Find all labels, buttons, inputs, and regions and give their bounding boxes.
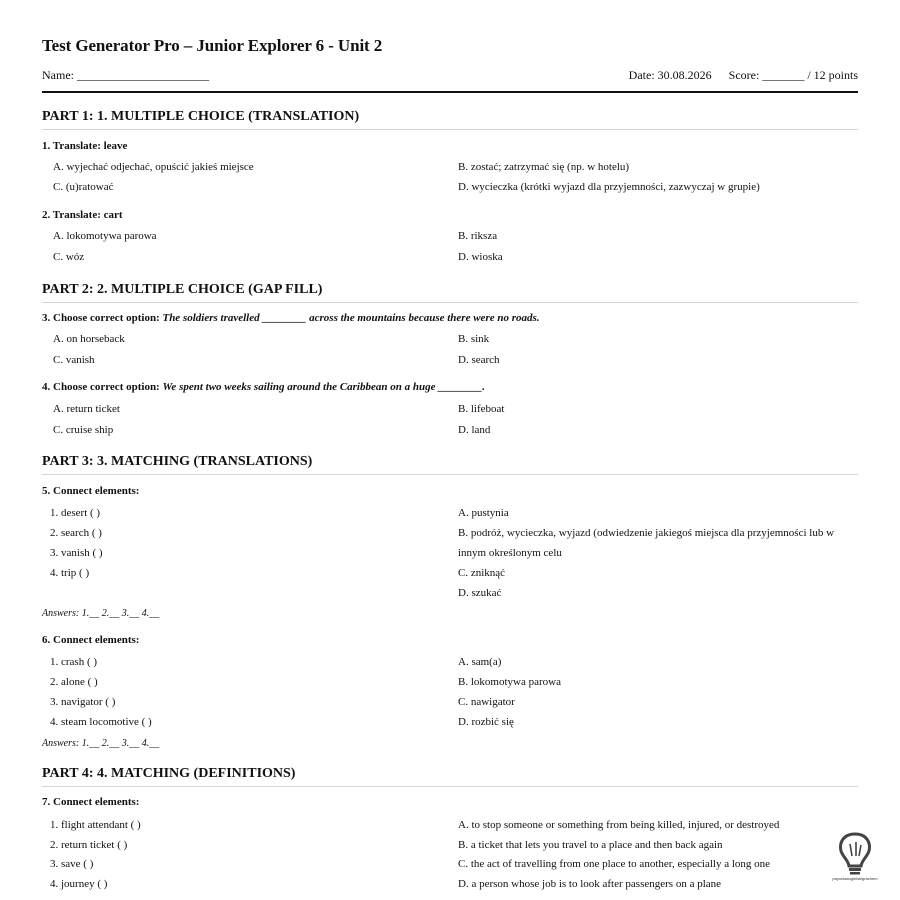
question-3-prompt <box>42 312 540 324</box>
header-meta-right <box>629 68 858 83</box>
q6-right-item: D. rozbić się <box>458 716 514 728</box>
q4-sentence: We spent two weeks sailing around the Caribbean on a huge ________. <box>162 381 485 393</box>
q4-option-c[interactable]: C. cruise ship <box>53 424 114 436</box>
q5-right-item: D. szukać <box>458 587 502 599</box>
page-title: Test Generator Pro – Junior Explorer 6 - Unit 2 <box>42 36 383 55</box>
question-2-prompt: 2. Translate: cart <box>42 209 123 221</box>
q3-option-a[interactable]: A. on horseback <box>53 333 125 345</box>
q3-option-d[interactable]: D. search <box>458 354 500 366</box>
q2-option-b[interactable]: B. riksza <box>458 230 498 242</box>
q6-right-item: A. sam(a) <box>458 656 502 668</box>
part-4-heading: PART 4: 4. MATCHING (DEFINITIONS) <box>42 766 858 787</box>
score-field: Score: _______ / 12 points <box>728 68 858 82</box>
q4-option-b[interactable]: B. lifeboat <box>458 403 505 415</box>
q2-option-d[interactable]: D. wioska <box>458 251 503 263</box>
q7-right-item: D. a person whose job is to look after passengers on a plane <box>458 878 722 890</box>
q4-lead: 4. Choose correct option: <box>42 381 163 393</box>
q3-option-b[interactable]: B. sink <box>458 333 490 345</box>
q7-right-item: C. the act of travelling from one place to another, especially a long one <box>458 858 771 870</box>
q7-left-item: 3. save ( ) <box>50 858 94 870</box>
part-3-heading: PART 3: 3. MATCHING (TRANSLATIONS) <box>42 454 858 475</box>
q6-left-item: 4. steam locomotive ( ) <box>50 716 152 728</box>
q3-option-c[interactable]: C. vanish <box>53 354 95 366</box>
question-4-prompt <box>42 381 485 393</box>
question-1-prompt: 1. Translate: leave <box>42 140 128 152</box>
q6-right-item: B. lokomotywa parowa <box>458 676 561 688</box>
q2-option-c[interactable]: C. wóz <box>53 251 85 263</box>
q5-answers: Answers: 1.__ 2.__ 3.__ 4.__ <box>42 608 160 619</box>
q6-left-item: 1. crash ( ) <box>50 656 98 668</box>
q1-option-a[interactable]: A. wyjechać odjechać, opuścić jakieś miejsce <box>53 161 254 173</box>
q6-left-item: 3. navigator ( ) <box>50 696 116 708</box>
q6-right-item: C. nawigator <box>458 696 515 708</box>
name-field: Name: ______________________ <box>42 68 209 82</box>
header-divider <box>42 91 858 93</box>
q5-right-item: B. podróż, wycieczka, wyjazd (odwiedzenie jakiegoś miejsca dla przyjemności lub w innym określonym celu <box>458 527 835 559</box>
question-7-prompt: 7. Connect elements: <box>42 796 140 808</box>
q7-left-item: 2. return ticket ( ) <box>50 839 128 851</box>
q4-option-d[interactable]: D. land <box>458 424 491 436</box>
q5-left-item: 4. trip ( ) <box>50 567 90 579</box>
q5-left-item: 2. search ( ) <box>50 527 102 539</box>
q4-option-a[interactable]: A. return ticket <box>53 403 120 415</box>
q7-right-item: A. to stop someone or something from being killed, injured, or destroyed <box>458 819 780 831</box>
header-meta <box>42 68 858 83</box>
logo-caption: payoniaangielskigrachem <box>832 876 878 881</box>
q1-option-b[interactable]: B. zostać; zatrzymać się (np. w hotelu) <box>458 161 630 173</box>
q3-sentence: The soldiers travelled ________ across the mountains because there were no roads. <box>162 312 540 324</box>
q5-right-item: A. pustynia <box>458 507 509 519</box>
q1-option-c[interactable]: C. (u)ratować <box>53 181 114 193</box>
date-label: Date: 30.08.2026 <box>628 68 712 82</box>
q6-answers: Answers: 1.__ 2.__ 3.__ 4.__ <box>42 738 160 749</box>
part-1-heading: PART 1: 1. MULTIPLE CHOICE (TRANSLATION) <box>42 109 858 130</box>
q1-option-d[interactable]: D. wycieczka (krótki wyjazd dla przyjemności, zazwyczaj w grupie) <box>458 181 760 193</box>
q5-right-item: C. zniknąć <box>458 567 506 579</box>
q2-option-a[interactable]: A. lokomotywa parowa <box>53 230 157 242</box>
q7-left-item: 4. journey ( ) <box>50 878 108 890</box>
q3-lead: 3. Choose correct option: <box>42 312 163 324</box>
q6-left-item: 2. alone ( ) <box>50 676 98 688</box>
q7-left-item: 1. flight attendant ( ) <box>50 819 141 831</box>
q5-left-item: 3. vanish ( ) <box>50 547 103 559</box>
question-5-prompt: 5. Connect elements: <box>42 485 140 497</box>
q5-left-item: 1. desert ( ) <box>50 507 101 519</box>
q7-right-item: B. a ticket that lets you travel to a place and then back again <box>458 839 723 851</box>
part-2-heading: PART 2: 2. MULTIPLE CHOICE (GAP FILL) <box>42 282 858 303</box>
question-6-prompt: 6. Connect elements: <box>42 634 140 646</box>
